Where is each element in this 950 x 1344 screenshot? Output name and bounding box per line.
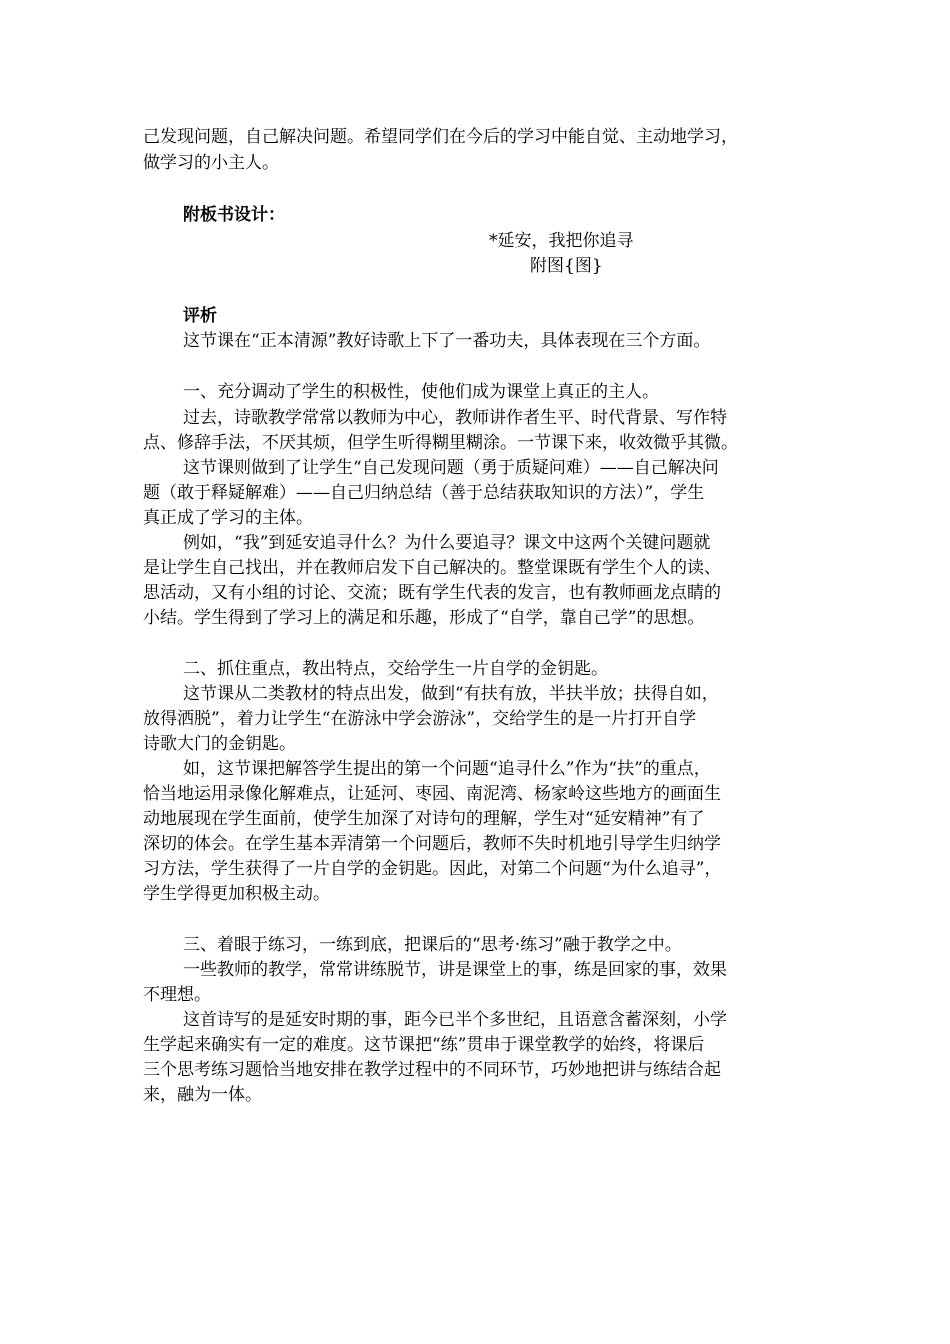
paragraph-line: 过去，诗歌教学常常以教师为中心，教师讲作者生平、时代背景、写作特 xyxy=(183,408,727,428)
paragraph-line: 真正成了学习的主体。 xyxy=(143,508,313,528)
paragraph-line: 学生学得更加积极主动。 xyxy=(143,884,330,904)
paragraph-line: 动地展现在学生面前，使学生加深了对诗句的理解，学生对“延安精神”有了 xyxy=(143,809,705,829)
review-lead: 这节课在“正本清源”教好诗歌上下了一番功夫，具体表现在三个方面。 xyxy=(183,331,711,351)
section-heading: 三、着眼于练习，一练到底，把课后的“思考·练习”融于教学之中。 xyxy=(183,935,682,955)
paragraph-line: 点、修辞手法，不厌其烦，但学生听得糊里糊涂。一节课下来，收效微乎其微。 xyxy=(143,433,738,453)
paragraph-line: 深切的体会。在学生基本弄清第一个问题后，教师不失时机地引导学生归纳学 xyxy=(143,834,721,854)
paragraph-line: 是让学生自己找出，并在教师启发下自己解决的。整堂课既有学生个人的读、 xyxy=(143,558,721,578)
intro-line: 做学习的小主人。 xyxy=(143,153,279,173)
paragraph-line: 习方法，学生获得了一片自学的金钥匙。因此，对第二个问题“为什么追寻”， xyxy=(143,859,722,879)
section-heading: 二、抓住重点，教出特点，交给学生一片自学的金钥匙。 xyxy=(183,659,608,679)
paragraph-line: 例如，“我”到延安追寻什么？为什么要追寻？课文中这两个关键问题就 xyxy=(183,533,711,553)
board-figure-placeholder: 附图{图} xyxy=(530,256,603,276)
review-heading: 评析 xyxy=(183,306,217,326)
paragraph-line: 这首诗写的是延安时期的事，距今已半个多世纪，且语意含蓄深刻，小学 xyxy=(183,1010,727,1030)
board-heading: 附板书设计： xyxy=(183,205,285,225)
paragraph-line: 这节课从二类教材的特点出发，做到“有扶有放，半扶半放；扶得自如， xyxy=(183,684,719,704)
paragraph-line: 恰当地运用录像化解难点，让延河、枣园、南泥湾、杨家岭这些地方的画面生 xyxy=(143,784,721,804)
paragraph-line: 诗歌大门的金钥匙。 xyxy=(143,734,296,754)
section-heading: 一、充分调动了学生的积极性，使他们成为课堂上真正的主人。 xyxy=(183,382,659,402)
paragraph-line: 生学起来确实有一定的难度。这节课把“练”贯串于课堂教学的始终，将课后 xyxy=(143,1035,705,1055)
paragraph-line: 如，这节课把解答学生提出的第一个问题“追寻什么”作为“扶”的重点， xyxy=(183,759,711,779)
paragraph-line: 这节课则做到了让学生“自己发现问题（勇于质疑问难）——自己解决问 xyxy=(183,458,719,478)
intro-line: 己发现问题，自己解决问题。希望同学们在今后的学习中能自觉、主动地学习， xyxy=(143,127,738,147)
paragraph-line: 三个思考练习题恰当地安排在教学过程中的不同环节，巧妙地把讲与练结合起 xyxy=(143,1060,721,1080)
paragraph-line: 思活动，又有小组的讨论、交流；既有学生代表的发言，也有教师画龙点睛的 xyxy=(143,583,721,603)
paragraph-line: 一些教师的教学，常常讲练脱节，讲是课堂上的事，练是回家的事，效果 xyxy=(183,960,727,980)
paragraph-line: 小结。学生得到了学习上的满足和乐趣，形成了“自学，靠自己学”的思想。 xyxy=(143,608,705,628)
board-title: *延安，我把你追寻 xyxy=(489,231,634,251)
paragraph-line: 不理想。 xyxy=(143,985,211,1005)
paragraph-line: 来，融为一体。 xyxy=(143,1085,262,1105)
paragraph-line: 题（敢于释疑解难）——自己归纳总结（善于总结获取知识的方法）”，学生 xyxy=(143,483,705,503)
paragraph-line: 放得洒脱”，着力让学生“在游泳中学会游泳”，交给学生的是一片打开自学 xyxy=(143,709,697,729)
